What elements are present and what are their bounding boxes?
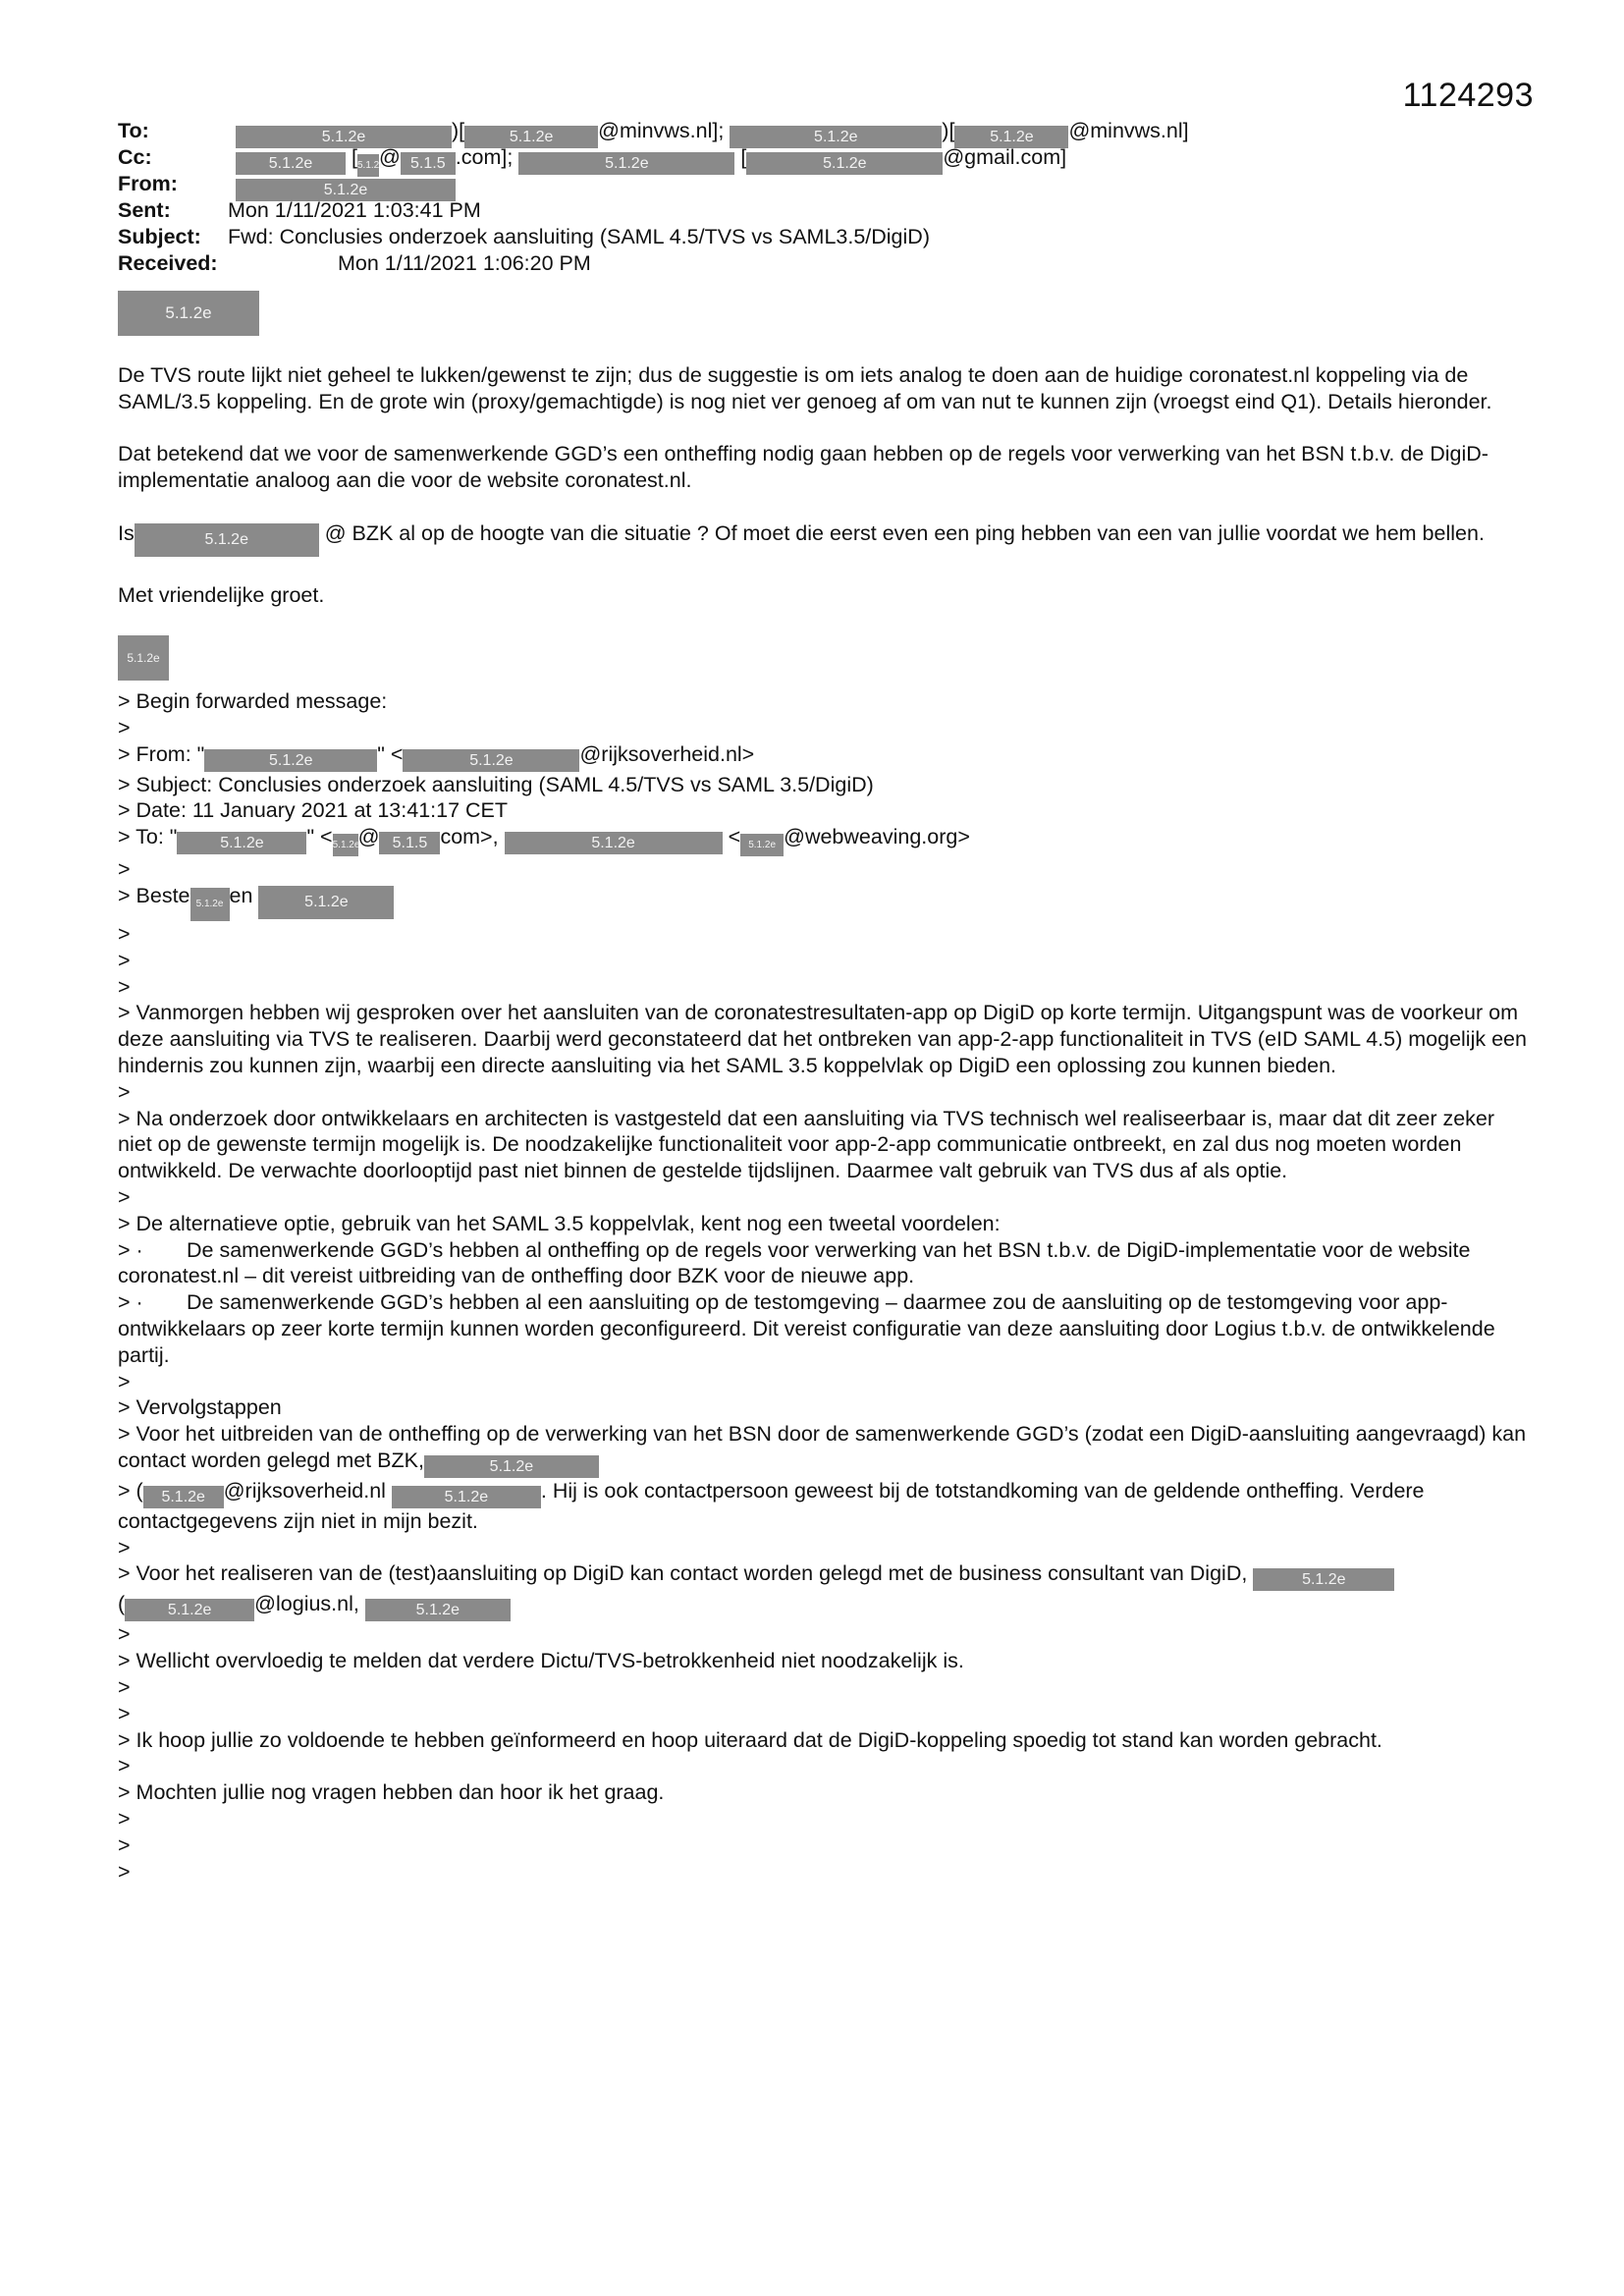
received-value: Mon 1/11/2021 1:06:20 PM [338,251,591,275]
cc-row [118,144,1189,171]
redaction-box: 5.1.2e [118,291,259,336]
quote-line: > Begin forwarded message: [118,688,388,713]
quote-line: > [118,921,131,946]
paragraph-text: @ BZK al op de hoogte van die situatie ? Of moet die eerst even een ping hebben van een van jullie voordat we hem bellen. [324,520,1485,545]
redaction-box: 5.1.2e [357,154,379,177]
redaction-box: 5.1.2e [236,126,452,148]
quote-text: > Voor het realiseren van de (test)aansluiting op DigiD kan contact worden gelegd met de business consultant van DigiD, [118,1561,1248,1586]
redaction-box: 5.1.2e [190,888,230,921]
redaction-box: 5.1.2e [746,152,943,175]
bullet-text: De samenwerkende GGD’s hebben al ontheffing op de regels voor verwerking van het BSN t.b.v. de DigiD-implementatie voor de website coronatest.nl – dit vereist uitbreiding van de ontheffing door BZK voor de nieuwe app. [118,1237,1471,1288]
sent-label: Sent: [118,198,171,222]
email-body [118,291,1532,1885]
subject-label: Subject: [118,225,201,248]
quote-text: > Voor het uitbreiden van de ontheffing op de verwerking van het BSN door de samenwerkende GGD’s (zodat een DigiD-aansluiting aangevraagd) kan contact worden gelegd met BZK, [118,1422,1527,1472]
redaction-box: 5.1.2e [143,1486,224,1508]
redaction-box: 5.1.2e [204,749,377,772]
quote-text: " < [377,741,404,766]
quote-paragraph: > Na onderzoek door ontwikkelaars en architecten is vastgesteld dat een aansluiting via TVS technisch wel realiseerbaar is, maar dat dit zeer zeker niet op de gewenste termijn mogelijk is. De noodzakelijke functionaliteit voor app-2-app communicatie ontbreekt, en zal dus nog moeten worden ontwikkeld. De verwachte doorlooptijd past niet binnen de gestelde tijdslijnen. Daarmee valt gebruik van TVS dus af als optie. [118,1106,1495,1183]
quote-line [118,824,1532,856]
redaction-box: 5.1.2e [403,749,579,772]
document-number: 1124293 [1402,77,1534,114]
to-row [118,118,1189,144]
quote-text: @ [357,825,380,849]
redaction-box: 5.1.2e [135,523,319,557]
quote-line: > [118,1184,131,1209]
quote-line: > [118,1701,131,1725]
quote-line: > [118,1859,131,1884]
cc-label: Cc: [118,145,152,169]
quote-line: > Vervolgstappen [118,1395,282,1420]
bullet-marker: > · [118,1290,143,1315]
redaction-box: 5.1.5 [401,152,456,175]
redaction-box: 5.1.2e [365,1599,511,1621]
quote-text: @webweaving.org> [784,825,970,849]
redaction-box: 5.1.2e [177,832,306,854]
quote-text: > To: " [118,825,178,849]
redaction-box: 5.1.2e [118,635,169,681]
quote-bullet [118,1237,1532,1290]
paragraph [118,520,1532,557]
paragraph: De TVS route lijkt niet geheel te lukken/gewenst te zijn; dus de suggestie is om iets analog te doen aan de huidige coronatest.nl koppeling via de SAML/3.5 koppeling. En de grote win (proxy/gemachtigde) is nog niet ver genoeg af om van nut te kunnen zijn (vroegst eind Q1). Details hieronder. [118,362,1492,413]
redaction-box: 5.1.2e [464,126,598,148]
to-separator: )[ [452,119,465,142]
to-domain: @minvws.nl] [1068,119,1189,142]
redaction-box: 5.1.5 [379,832,440,854]
quote-text: com>, [440,825,499,849]
cc-separator: [ [352,145,357,169]
redaction-box: 5.1.2e [333,834,358,856]
redaction-box: 5.1.2e [740,834,784,856]
redaction-box: 5.1.2e [730,126,942,148]
cc-domain: @gmail.com] [943,145,1067,169]
quote-line: > [118,715,131,739]
quote-line: > [118,1754,131,1778]
quote-line: > Date: 11 January 2021 at 13:41:17 CET [118,798,509,823]
quote-text: < [728,825,741,849]
paragraph: Dat betekend dat we voor de samenwerkende GGD’s een ontheffing nodig gaan hebben op de regels voor verwerking van het BSN t.b.v. de DigiD-implementatie analoog aan die voor de website coronatest.nl. [118,442,1489,492]
quote-line: > [118,1622,131,1647]
greeting: Met vriendelijke groet. [118,583,325,608]
quote-paragraph [118,1591,1532,1621]
redaction-box: 5.1.2e [1253,1568,1394,1591]
redaction-box: 5.1.2e [258,886,394,919]
sent-value: Mon 1/11/2021 1:03:41 PM [228,198,481,222]
quote-paragraph: > Mochten jullie nog vragen hebben dan hoor ik het graag. [118,1780,665,1805]
quote-text: en [229,883,253,907]
quote-text: . Hij is ook contactpersoon geweest bij de totstandkoming van de geldende ontheffing. Verdere contactgegevens zijn niet in mijn bezit. [118,1478,1425,1533]
quote-line: > [118,1535,131,1559]
paragraph-text: Is [118,520,135,545]
redaction-box: 5.1.2e [505,832,723,854]
quote-text: @logius.nl, [254,1592,359,1616]
quote-text: > ( [118,1478,143,1503]
bullet-marker: > · [118,1237,143,1262]
sent-row [118,197,1189,224]
quote-paragraph [118,1421,1532,1478]
received-row [118,250,1189,277]
quote-line: > [118,857,131,882]
quote-text: > Beste [118,883,190,907]
quote-paragraph: > Vanmorgen hebben wij gesproken over het aansluiten van de coronatestresultaten-app op DigiD op korte termijn. Uitgangspunt was de voorkeur om deze aansluiting via TVS te realiseren. Daarbij werd geconstateerd dat het ontbreken van app-2-app functionaliteit in TVS (eID SAML 4.5) mogelijk een hindernis zou kunnen zijn, waarbij een directe aansluiting via het SAML 3.5 koppelvlak op DigiD een oplossing zou kunnen bieden. [118,1001,1527,1077]
cc-separator: [ [740,145,747,169]
bullet-text: De samenwerkende GGD’s hebben al een aansluiting op de testomgeving – daarmee zou de aansluiting op de testomgeving voor app-ontwikkelaars op zeer korte termijn kunnen worden geconfigureerd. Dit vereist configuratie van deze aansluiting door Logius t.b.v. de ontwikkelende partij. [118,1290,1495,1367]
redaction-box: 5.1.2e [954,126,1068,148]
quote-line: > [118,974,131,999]
from-label: From: [118,172,178,195]
quote-bullet [118,1289,1532,1368]
to-domain: @minvws.nl]; [598,119,725,142]
quote-line [118,883,1532,921]
quote-text: > From: " [118,741,205,766]
from-row [118,171,1189,197]
redaction-box: 5.1.2e [236,152,346,175]
quote-line [118,741,1532,772]
quote-line: > [118,1369,131,1394]
cc-at: @ [378,145,401,169]
quote-text: ( [118,1592,126,1616]
quote-paragraph: > Ik hoop jullie zo voldoende te hebben geïnformeerd en hoop uiteraard dat de DigiD-koppeling spoedig tot stand kan worden gebracht. [118,1727,1382,1752]
quote-line: > [118,948,131,972]
email-header [118,118,1189,277]
quote-paragraph [118,1478,1532,1535]
redaction-box: 5.1.2e [392,1486,541,1508]
redaction-box: 5.1.2e [424,1455,599,1478]
quote-line: > [118,1079,131,1104]
redaction-box: 5.1.2e [518,152,734,175]
redaction-box: 5.1.2e [125,1599,254,1621]
subject-row [118,224,1189,250]
quote-text: " < [306,825,333,849]
quote-line: > [118,1675,131,1700]
quote-paragraph [118,1560,1532,1591]
quote-text: @rijksoverheid.nl [223,1478,386,1503]
quote-text: @rijksoverheid.nl> [579,741,755,766]
to-separator: )[ [942,119,955,142]
subject-value: Fwd: Conclusies onderzoek aansluiting (SAML 4.5/TVS vs SAML3.5/DigiD) [228,225,930,248]
quote-line: > Subject: Conclusies onderzoek aansluiting (SAML 4.5/TVS vs SAML 3.5/DigiD) [118,772,874,796]
quote-line: > [118,1807,131,1831]
quote-line: > [118,1832,131,1857]
received-label: Received: [118,251,218,275]
quote-paragraph: > Wellicht overvloedig te melden dat verdere Dictu/TVS-betrokkenheid niet noodzakelijk is. [118,1649,964,1673]
to-label: To: [118,119,149,142]
cc-domain: .com]; [455,145,514,169]
redaction-box: 5.1.2e [236,179,456,201]
quote-paragraph: > De alternatieve optie, gebruik van het SAML 3.5 koppelvlak, kent nog een tweetal voordelen: [118,1211,1001,1235]
